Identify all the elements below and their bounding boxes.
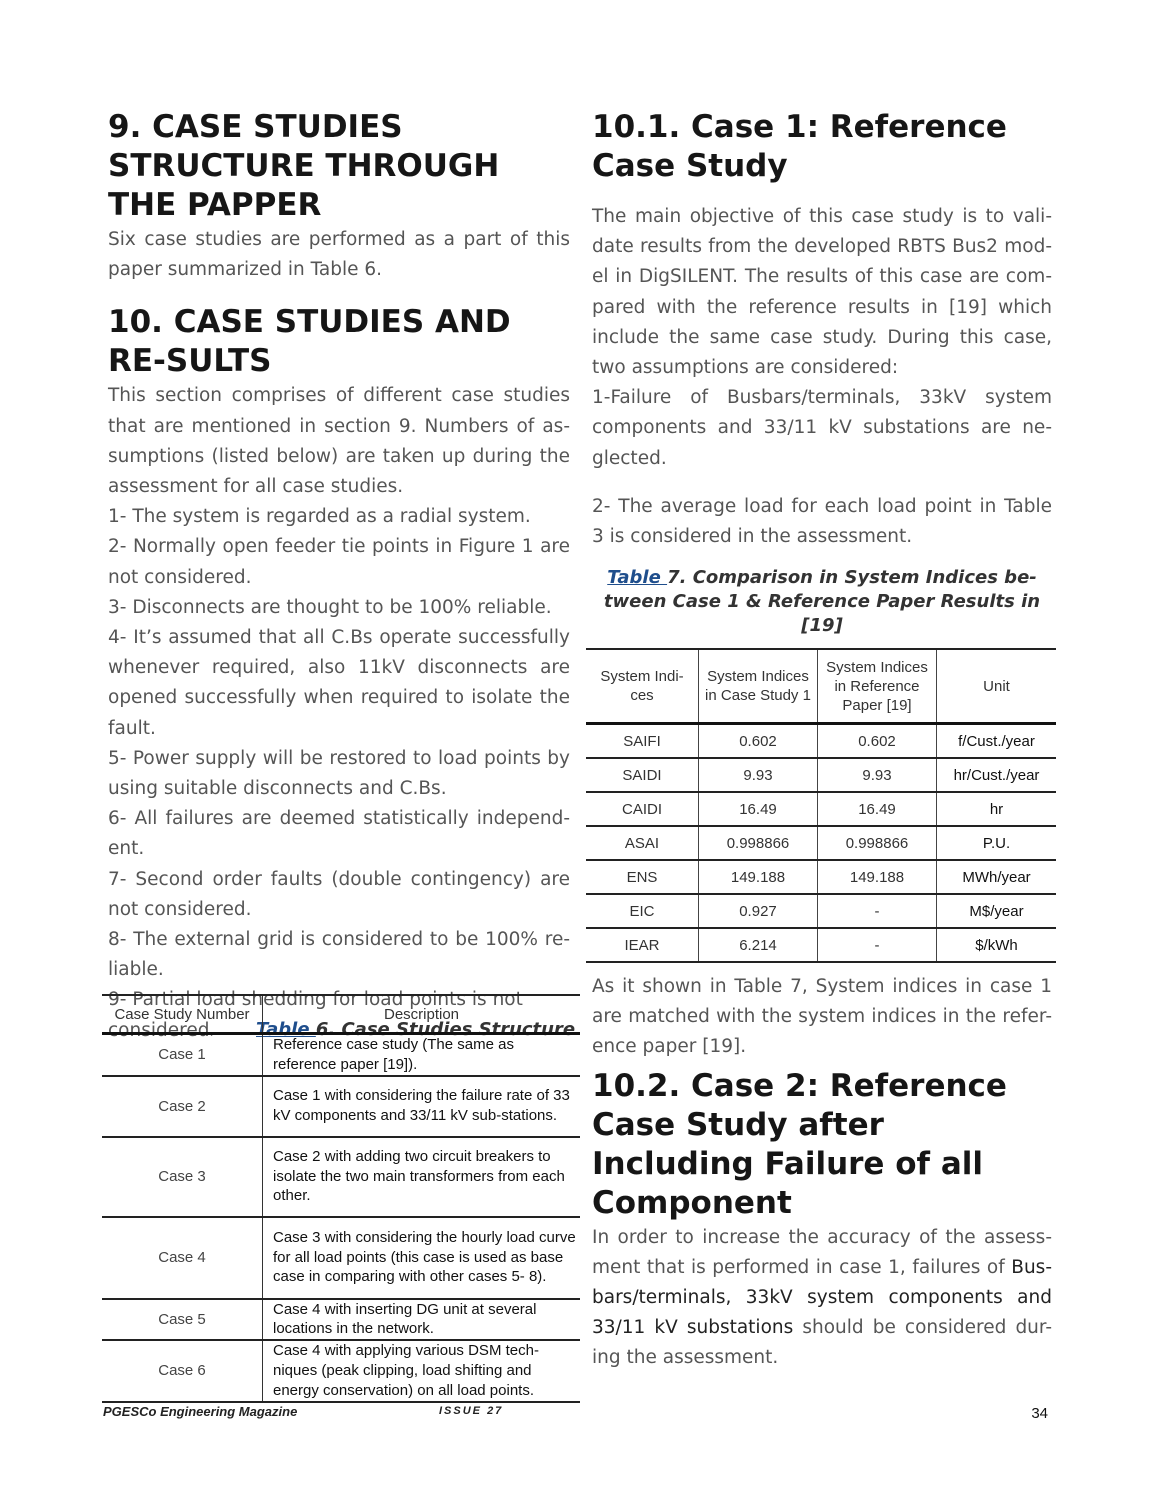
case-1-value-cell: 6.214	[699, 928, 818, 962]
index-cell: CAIDI	[586, 792, 699, 826]
unit-cell: $/kWh	[937, 928, 1057, 962]
page-number: 34	[1031, 1405, 1048, 1422]
assumption-9-dot: .	[209, 1024, 214, 1040]
reference-value-cell: 16.49	[818, 792, 937, 826]
page-footer	[103, 1404, 1048, 1424]
section-10-2-text-end: should be considered dur-ing the assessment.	[592, 1317, 1053, 1369]
index-cell: EIC	[586, 894, 699, 928]
table-row	[586, 826, 1056, 860]
section-10-heading: 10. CASE STUDIES AND RE-SULTS	[108, 304, 511, 380]
assumption-6: 6- All failures are deemed statistically independ-ent.	[108, 808, 570, 860]
case-number-cell: Case 6	[102, 1340, 263, 1401]
assumption-3: 3- Disconnects are thought to be 100% reliable.	[108, 596, 552, 618]
index-cell: SAIDI	[586, 758, 699, 792]
reference-value-cell: 9.93	[818, 758, 937, 792]
unit-cell: f/Cust./year	[937, 724, 1057, 759]
table-7-header-indices: System Indi-ces	[586, 649, 699, 724]
assumption-7: 7- Second order faults (double contingency) are not considered.	[108, 868, 570, 920]
reference-value-cell: 149.188	[818, 860, 937, 894]
case-number-cell: Case 5	[102, 1299, 263, 1341]
table-6-header-case: Case Study Number	[102, 995, 263, 1034]
unit-cell: P.U.	[937, 826, 1057, 860]
table-row	[102, 1034, 580, 1076]
table-7	[586, 648, 1056, 963]
table-6-header-description: Description	[263, 995, 581, 1034]
table-row	[586, 894, 1056, 928]
table-6	[102, 994, 580, 1403]
section-9-text: Six case studies are performed as a part of this paper summarized in Table 6.	[108, 229, 570, 281]
table-row	[586, 928, 1056, 962]
case-1-value-cell: 0.998866	[699, 826, 818, 860]
index-cell: IEAR	[586, 928, 699, 962]
table-row	[102, 1340, 580, 1401]
table-row	[586, 792, 1056, 826]
assumption-9: 9- Partial load shedding for load points is not	[108, 989, 523, 1011]
unit-cell: MWh/year	[937, 860, 1057, 894]
case-description-cell: Case 3 with considering the hourly load curve for all load points (this case is used as base case in comparing with other cases 5- 8).	[263, 1217, 581, 1299]
case-description-cell: Case 2 with adding two circuit breakers to isolate the two main transformers from each other.	[263, 1137, 581, 1217]
section-10-1-heading: 10.1. Case 1: Reference Case Study	[592, 109, 1007, 184]
assumption-4: 4- It’s assumed that all C.Bs operate successfully whenever required, also 11kV disconnects are opened successfully when required to isolate the fault.	[108, 627, 570, 739]
case-description-cell: Case 4 with inserting DG unit at several locations in the network.	[263, 1299, 581, 1341]
table-7-caption-text: 7. Comparison in System Indices be-tween Case 1 & Reference Paper Results in [19]	[603, 567, 1041, 637]
case-number-cell: Case 3	[102, 1137, 263, 1217]
section-10-1-text: The main objective of this case study is to vali-date results from the developed RBTS Bus2 mod-el in DigSILENT. The results of this case are com-pared with the reference results in [19] which include the same case study. During this case, two assumptions are considered:	[592, 206, 1052, 379]
table-7-header-unit: Unit	[937, 649, 1057, 724]
magazine-name: PGESCo Engineering Magazine	[103, 1404, 298, 1419]
table-row	[586, 860, 1056, 894]
table-7-header-reference: System Indices in Reference Paper [19]	[818, 649, 937, 724]
assumption-2: 2- Normally open feeder tie points in Figure 1 are not considered.	[108, 536, 570, 588]
case-1-value-cell: 0.927	[699, 894, 818, 928]
reference-value-cell: 0.998866	[818, 826, 937, 860]
case-1-value-cell: 0.602	[699, 724, 818, 759]
section-10-1-assumption-1: 1-Failure of Busbars/terminals, 33kV system components and 33/11 kV substations are ne-glected.	[592, 387, 1052, 469]
assumption-1: 1- The system is regarded as a radial system.	[108, 506, 531, 528]
table-row	[102, 1217, 580, 1299]
right-column-bottom	[592, 972, 1052, 1374]
unit-cell: hr/Cust./year	[937, 758, 1057, 792]
right-column	[592, 108, 1052, 638]
section-9-heading: 9. CASE STUDIES STRUCTURE THROUGH THE PAPPER	[108, 109, 500, 223]
index-cell: SAIFI	[586, 724, 699, 759]
assumption-5: 5- Power supply will be restored to load points by using suitable disconnects and C.Bs.	[108, 747, 570, 800]
case-number-cell: Case 2	[102, 1076, 263, 1137]
reference-value-cell: -	[818, 894, 937, 928]
index-cell: ENS	[586, 860, 699, 894]
table-6-caption-link[interactable]: Table	[256, 1018, 316, 1040]
section-10-2-text-start: In order to increase the accuracy of the assess-ment that is performed in case 1, failures of	[592, 1226, 1052, 1278]
table-7-caption	[592, 566, 1052, 638]
assumption-8: 8- The external grid is considered to be 100% re-liable.	[108, 929, 570, 981]
left-column	[108, 108, 576, 1046]
table-row	[102, 1137, 580, 1217]
table-row	[102, 1076, 580, 1137]
table-row	[102, 1299, 580, 1341]
table-6-caption-text: 6. Case Studies Structure	[315, 1018, 576, 1040]
case-1-value-cell: 16.49	[699, 792, 818, 826]
table-row	[586, 724, 1056, 759]
case-description-cell: Reference case study (The same as reference paper [19]).	[263, 1034, 581, 1076]
issue-number: ISSUE 27	[439, 1405, 504, 1417]
case-1-value-cell: 149.188	[699, 860, 818, 894]
reference-value-cell: -	[818, 928, 937, 962]
table-7-caption-link[interactable]: Table	[607, 567, 668, 589]
section-10-2-text	[592, 1223, 1052, 1374]
table-row	[586, 758, 1056, 792]
section-10-text: This section comprises of different case studies that are mentioned in section 9. Numbers of as-sumptions (listed below) are taken up during the assessment for all case studies.	[108, 385, 570, 498]
reference-value-cell: 0.602	[818, 724, 937, 759]
case-1-value-cell: 9.93	[699, 758, 818, 792]
case-number-cell: Case 4	[102, 1217, 263, 1299]
case-description-cell: Case 4 with applying various DSM tech-niques (peak clipping, load shifting and energy conservation) on all load points.	[263, 1340, 581, 1401]
section-10-2-text-emphasis: Bus-bars/terminals, 33kV system components and 33/11 kV substations	[592, 1256, 1052, 1339]
section-10-1-assumption-2: 2- The average load for each load point in Table 3 is considered in the assessment.	[592, 495, 1052, 548]
section-10-2-heading: 10.2. Case 2: Reference Case Study after Including Failure of all Component	[592, 1067, 1007, 1221]
assumption-9-continued: considered	[108, 1019, 210, 1041]
after-table-7-text: As it shown in Table 7, System indices in case 1 are matched with the system indices in the refer-ence paper [19].	[592, 976, 1052, 1058]
case-number-cell: Case 1	[102, 1034, 263, 1076]
index-cell: ASAI	[586, 826, 699, 860]
case-description-cell: Case 1 with considering the failure rate of 33 kV components and 33/11 kV sub-stations.	[263, 1076, 581, 1137]
unit-cell: M$/year	[937, 894, 1057, 928]
table-7-header-case-1: System Indices in Case Study 1	[699, 649, 818, 724]
unit-cell: hr	[937, 792, 1057, 826]
